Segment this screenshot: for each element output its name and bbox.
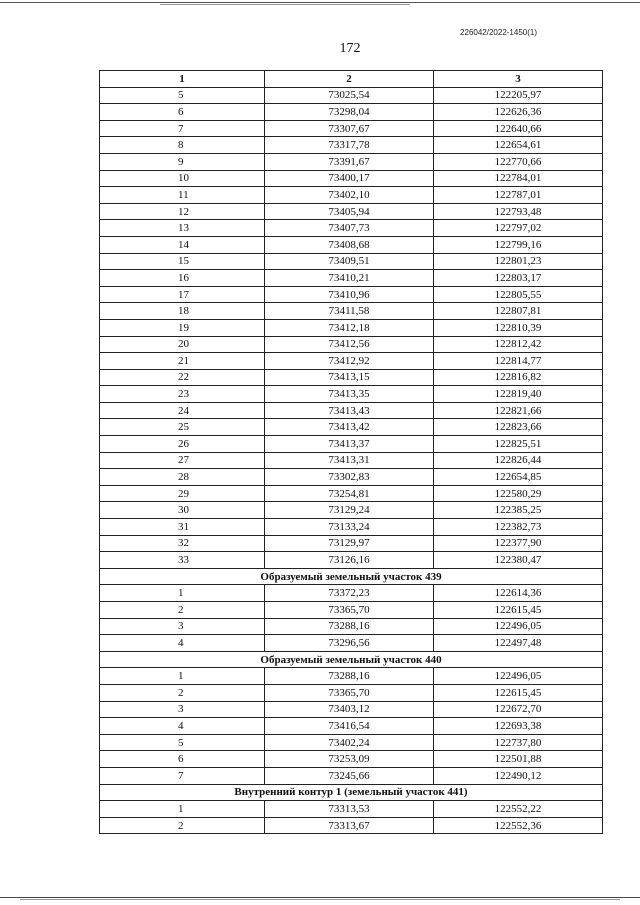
x-coordinate-cell: 73405,94 [265,203,434,220]
y-coordinate-cell: 122490,12 [434,767,603,784]
y-coordinate-cell: 122382,73 [434,519,603,536]
table-row [100,618,603,635]
point-number-cell: 3 [100,701,265,718]
point-number-cell: 14 [100,236,265,253]
point-number-cell: 25 [100,419,265,436]
y-coordinate-cell: 122615,45 [434,684,603,701]
point-number-cell: 12 [100,203,265,220]
point-number-cell: 3 [100,618,265,635]
x-coordinate-cell: 73288,16 [265,618,434,635]
table-row [100,701,603,718]
table-row [100,369,603,386]
x-coordinate-cell: 73409,51 [265,253,434,270]
point-number-cell: 1 [100,668,265,685]
table-row [100,635,603,652]
y-coordinate-cell: 122807,81 [434,303,603,320]
x-coordinate-cell: 73411,58 [265,303,434,320]
x-coordinate-cell: 73313,53 [265,801,434,818]
table-row [100,502,603,519]
x-coordinate-cell: 73133,24 [265,519,434,536]
point-number-cell: 1 [100,585,265,602]
scan-bottom-edge-line-secondary [20,899,620,900]
table-row [100,87,603,104]
table-row [100,469,603,486]
section-title: Образуемый земельный участок 440 [100,651,603,668]
y-coordinate-cell: 122380,47 [434,552,603,569]
table-row [100,203,603,220]
table-row [100,734,603,751]
y-coordinate-cell: 122799,16 [434,236,603,253]
x-coordinate-cell: 73400,17 [265,170,434,187]
table-row [100,668,603,685]
y-coordinate-cell: 122784,01 [434,170,603,187]
x-coordinate-cell: 73129,24 [265,502,434,519]
x-coordinate-cell: 73296,56 [265,635,434,652]
section-title: Образуемый земельный участок 439 [100,568,603,585]
table-row [100,436,603,453]
y-coordinate-cell: 122496,05 [434,668,603,685]
point-number-cell: 15 [100,253,265,270]
table-row [100,153,603,170]
y-coordinate-cell: 122737,80 [434,734,603,751]
section-row [100,651,603,668]
table-row [100,270,603,287]
y-coordinate-cell: 122614,36 [434,585,603,602]
header-col-1: 1 [100,71,265,88]
y-coordinate-cell: 122803,17 [434,270,603,287]
document-id: 226042/2022-1450(1) [460,28,537,37]
x-coordinate-cell: 73302,83 [265,469,434,486]
x-coordinate-cell: 73410,21 [265,270,434,287]
point-number-cell: 29 [100,485,265,502]
point-number-cell: 11 [100,187,265,204]
table-row [100,817,603,834]
header-col-3: 3 [434,71,603,88]
point-number-cell: 9 [100,153,265,170]
point-number-cell: 7 [100,120,265,137]
table-row [100,353,603,370]
y-coordinate-cell: 122377,90 [434,535,603,552]
y-coordinate-cell: 122552,22 [434,801,603,818]
y-coordinate-cell: 122640,66 [434,120,603,137]
y-coordinate-cell: 122501,88 [434,751,603,768]
x-coordinate-cell: 73403,12 [265,701,434,718]
y-coordinate-cell: 122821,66 [434,402,603,419]
x-coordinate-cell: 73410,96 [265,286,434,303]
x-coordinate-cell: 73254,81 [265,485,434,502]
table-row [100,452,603,469]
y-coordinate-cell: 122801,23 [434,253,603,270]
y-coordinate-cell: 122770,66 [434,153,603,170]
header-row [100,71,603,88]
x-coordinate-cell: 73365,70 [265,684,434,701]
x-coordinate-cell: 73407,73 [265,220,434,237]
y-coordinate-cell: 122615,45 [434,602,603,619]
table-row [100,170,603,187]
x-coordinate-cell: 73413,37 [265,436,434,453]
y-coordinate-cell: 122810,39 [434,319,603,336]
point-number-cell: 31 [100,519,265,536]
point-number-cell: 26 [100,436,265,453]
y-coordinate-cell: 122793,48 [434,203,603,220]
y-coordinate-cell: 122823,66 [434,419,603,436]
table-header [100,71,603,88]
table-row [100,718,603,735]
table-row [100,137,603,154]
y-coordinate-cell: 122580,29 [434,485,603,502]
point-number-cell: 32 [100,535,265,552]
point-number-cell: 21 [100,353,265,370]
point-number-cell: 18 [100,303,265,320]
point-number-cell: 19 [100,319,265,336]
header-col-2: 2 [265,71,434,88]
x-coordinate-cell: 73412,92 [265,353,434,370]
x-coordinate-cell: 73126,16 [265,552,434,569]
table-row [100,751,603,768]
x-coordinate-cell: 73317,78 [265,137,434,154]
table-row [100,220,603,237]
table-row [100,253,603,270]
point-number-cell: 33 [100,552,265,569]
table-row [100,419,603,436]
point-number-cell: 5 [100,87,265,104]
section-row [100,568,603,585]
y-coordinate-cell: 122825,51 [434,436,603,453]
point-number-cell: 6 [100,751,265,768]
y-coordinate-cell: 122693,38 [434,718,603,735]
y-coordinate-cell: 122626,36 [434,104,603,121]
table-row [100,535,603,552]
y-coordinate-cell: 122805,55 [434,286,603,303]
x-coordinate-cell: 73129,97 [265,535,434,552]
x-coordinate-cell: 73298,04 [265,104,434,121]
point-number-cell: 16 [100,270,265,287]
point-number-cell: 30 [100,502,265,519]
table-row [100,386,603,403]
page-number: 172 [339,41,361,56]
y-coordinate-cell: 122552,36 [434,817,603,834]
scan-bottom-edge-line [0,897,640,898]
table-row [100,104,603,121]
x-coordinate-cell: 73413,15 [265,369,434,386]
x-coordinate-cell: 73416,54 [265,718,434,735]
y-coordinate-cell: 122819,40 [434,386,603,403]
point-number-cell: 20 [100,336,265,353]
x-coordinate-cell: 73402,10 [265,187,434,204]
table-body [100,87,603,834]
point-number-cell: 7 [100,767,265,784]
point-number-cell: 2 [100,602,265,619]
point-number-cell: 2 [100,817,265,834]
point-number-cell: 24 [100,402,265,419]
y-coordinate-cell: 122385,25 [434,502,603,519]
x-coordinate-cell: 73372,23 [265,585,434,602]
x-coordinate-cell: 73313,67 [265,817,434,834]
x-coordinate-cell: 73307,67 [265,120,434,137]
table-row [100,402,603,419]
point-number-cell: 10 [100,170,265,187]
y-coordinate-cell: 122812,42 [434,336,603,353]
table-row [100,286,603,303]
point-number-cell: 17 [100,286,265,303]
x-coordinate-cell: 73288,16 [265,668,434,685]
scan-top-edge-line [0,2,640,3]
table-row [100,602,603,619]
table-row [100,485,603,502]
coordinates-table [99,70,603,834]
point-number-cell: 27 [100,452,265,469]
x-coordinate-cell: 73245,66 [265,767,434,784]
table-row [100,319,603,336]
x-coordinate-cell: 73391,67 [265,153,434,170]
table-row [100,519,603,536]
section-row [100,784,603,801]
point-number-cell: 28 [100,469,265,486]
y-coordinate-cell: 122816,82 [434,369,603,386]
x-coordinate-cell: 73413,35 [265,386,434,403]
table-row [100,552,603,569]
table-row [100,585,603,602]
table-row [100,120,603,137]
point-number-cell: 5 [100,734,265,751]
x-coordinate-cell: 73413,43 [265,402,434,419]
point-number-cell: 1 [100,801,265,818]
point-number-cell: 2 [100,684,265,701]
y-coordinate-cell: 122787,01 [434,187,603,204]
y-coordinate-cell: 122654,61 [434,137,603,154]
table-row [100,303,603,320]
point-number-cell: 4 [100,718,265,735]
x-coordinate-cell: 73412,56 [265,336,434,353]
point-number-cell: 22 [100,369,265,386]
point-number-cell: 8 [100,137,265,154]
scan-top-edge-line-secondary [160,4,410,5]
table-row [100,236,603,253]
x-coordinate-cell: 73412,18 [265,319,434,336]
x-coordinate-cell: 73413,42 [265,419,434,436]
point-number-cell: 23 [100,386,265,403]
x-coordinate-cell: 73413,31 [265,452,434,469]
x-coordinate-cell: 73408,68 [265,236,434,253]
point-number-cell: 6 [100,104,265,121]
y-coordinate-cell: 122797,02 [434,220,603,237]
point-number-cell: 4 [100,635,265,652]
y-coordinate-cell: 122497,48 [434,635,603,652]
section-title: Внутренний контур 1 (земельный участок 441) [100,784,603,801]
y-coordinate-cell: 122672,70 [434,701,603,718]
x-coordinate-cell: 73365,70 [265,602,434,619]
y-coordinate-cell: 122814,77 [434,353,603,370]
y-coordinate-cell: 122654,85 [434,469,603,486]
table-row [100,187,603,204]
x-coordinate-cell: 73402,24 [265,734,434,751]
table-row [100,801,603,818]
x-coordinate-cell: 73253,09 [265,751,434,768]
y-coordinate-cell: 122205,97 [434,87,603,104]
table-row [100,767,603,784]
y-coordinate-cell: 122826,44 [434,452,603,469]
point-number-cell: 13 [100,220,265,237]
y-coordinate-cell: 122496,05 [434,618,603,635]
table-row [100,684,603,701]
table-row [100,336,603,353]
x-coordinate-cell: 73025,54 [265,87,434,104]
